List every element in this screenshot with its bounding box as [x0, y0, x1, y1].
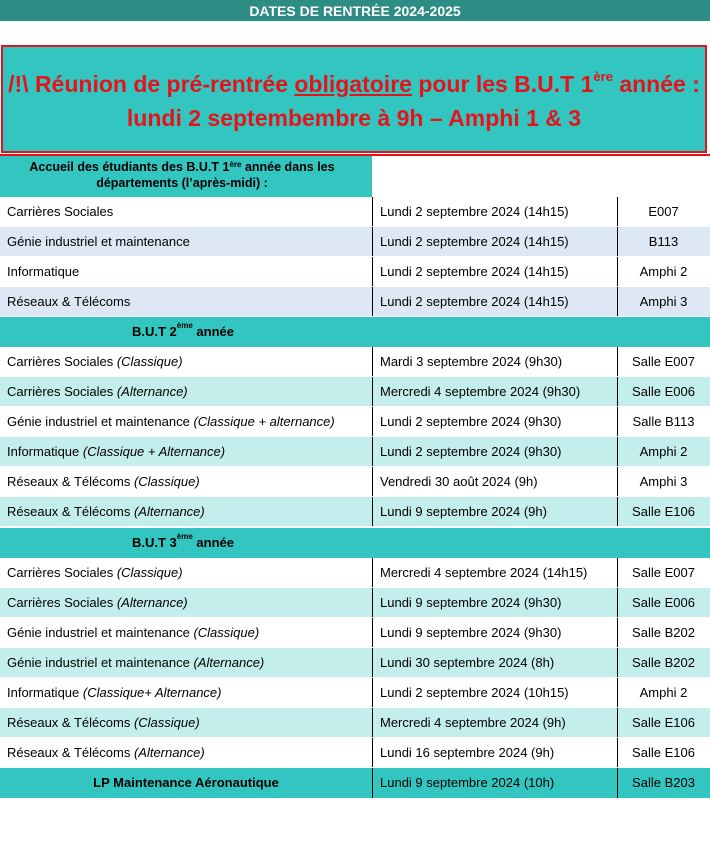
column-divider [372, 497, 373, 527]
department-name: Génie industriel et maintenance [7, 414, 194, 429]
program-mode: (Classique + Alternance) [82, 444, 226, 459]
program-mode: (Classique+ Alternance) [82, 685, 222, 700]
department-cell [7, 474, 200, 489]
notice-sup: ère [593, 69, 613, 84]
table-row [0, 197, 710, 227]
program-mode: (Alternance) [116, 595, 188, 610]
date-cell: Lundi 2 septembre 2024 (14h15) [380, 264, 569, 279]
room-cell: Salle E007 [632, 565, 695, 580]
date-cell: Lundi 16 septembre 2024 (9h) [380, 745, 555, 760]
date-cell: Mercredi 4 septembre 2024 (9h) [380, 715, 566, 730]
program-mode: (Classique) [133, 474, 200, 489]
program-mode: (Alternance) [133, 745, 205, 760]
room-cell: Amphi 2 [639, 264, 688, 279]
department-cell [7, 264, 79, 279]
section-label-post: année [192, 324, 234, 339]
department-name: Réseaux & Télécoms [7, 294, 131, 309]
accueil-part2: année dans les départements (l’après-midi) : [96, 160, 335, 190]
lp-date: Lundi 9 septembre 2024 (10h) [380, 775, 555, 790]
section-label: B.U.T 3 [132, 535, 177, 550]
date-cell: Lundi 2 septembre 2024 (14h15) [380, 204, 569, 219]
department-name: Informatique [7, 264, 80, 279]
section-sup: ème [176, 321, 193, 330]
pre-rentree-notice [1, 45, 707, 153]
department-name: Carrières Sociales [7, 595, 117, 610]
table-row [0, 497, 710, 527]
lp-room: Salle B203 [632, 775, 695, 790]
date-cell: Lundi 9 septembre 2024 (9h30) [380, 625, 562, 640]
column-divider [372, 588, 373, 618]
accueil-part1: Accueil des étudiants des B.U.T 1 [29, 160, 230, 174]
table-row [0, 437, 710, 467]
room-cell: Salle E006 [632, 384, 695, 399]
program-mode: (Classique + alternance) [193, 414, 335, 429]
lp-label: LP Maintenance Aéronautique [93, 775, 279, 790]
third-year-section-header [0, 528, 710, 558]
department-name: Carrières Sociales [7, 384, 117, 399]
department-name: Informatique [7, 685, 83, 700]
table-row [0, 407, 710, 437]
table-row [0, 287, 710, 317]
program-mode: (Classique) [116, 565, 183, 580]
section-sup: ème [176, 532, 193, 541]
date-cell: Lundi 2 septembre 2024 (14h15) [380, 234, 569, 249]
department-cell [7, 294, 130, 309]
column-divider [372, 467, 373, 497]
department-cell [7, 414, 335, 429]
department-name: Carrières Sociales [7, 565, 117, 580]
department-name: Carrières Sociales [7, 354, 117, 369]
second-year-section-header [0, 317, 710, 347]
department-name: Réseaux & Télécoms [7, 504, 134, 519]
column-divider [372, 227, 373, 257]
program-mode: (Alternance) [133, 504, 205, 519]
column-divider [372, 287, 373, 317]
column-divider [372, 648, 373, 678]
room-cell: Amphi 3 [639, 294, 688, 309]
department-cell [7, 655, 264, 670]
department-name: Génie industriel et maintenance [7, 655, 194, 670]
column-divider [372, 708, 373, 738]
column-divider [372, 768, 373, 798]
room-cell: Salle B113 [632, 414, 695, 429]
first-year-section-header [0, 156, 372, 197]
date-cell: Vendredi 30 août 2024 (9h) [380, 474, 538, 489]
room-cell: Salle B202 [632, 625, 695, 640]
department-cell [7, 715, 200, 730]
room-cell: Amphi 2 [639, 685, 688, 700]
table-row [0, 738, 710, 768]
column-divider [372, 678, 373, 708]
date-cell: Lundi 9 septembre 2024 (9h30) [380, 595, 562, 610]
room-cell: Amphi 3 [639, 474, 688, 489]
program-mode: (Alternance) [193, 655, 265, 670]
table-row [0, 588, 710, 618]
room-cell: Salle E106 [632, 745, 695, 760]
department-name: Génie industriel et maintenance [7, 625, 194, 640]
date-cell: Lundi 2 septembre 2024 (14h15) [380, 294, 569, 309]
date-cell: Lundi 2 septembre 2024 (9h30) [380, 414, 562, 429]
table-row [0, 347, 710, 377]
column-divider [372, 197, 373, 227]
section-label: B.U.T 2 [132, 324, 177, 339]
date-cell: Lundi 2 septembre 2024 (9h30) [380, 444, 562, 459]
section-label-post: année [192, 535, 234, 550]
column-divider [372, 738, 373, 768]
department-name: Informatique [7, 444, 83, 459]
notice-line-1 [3, 71, 705, 98]
room-cell: Salle E106 [632, 504, 695, 519]
row-divider [0, 526, 710, 527]
notice-suffix: année : [612, 71, 700, 97]
department-name: Réseaux & Télécoms [7, 474, 134, 489]
department-cell [7, 204, 113, 219]
column-divider [372, 257, 373, 287]
column-divider [372, 618, 373, 648]
department-cell [7, 625, 259, 640]
notice-emphasis: obligatoire [294, 71, 412, 97]
notice-prefix: /!\ Réunion de pré-rentrée [8, 71, 295, 97]
room-cell: Salle E006 [632, 595, 695, 610]
accueil-sup: ère [229, 160, 242, 169]
room-cell: Salle E007 [632, 354, 695, 369]
lp-row [0, 768, 710, 798]
table-row [0, 558, 710, 588]
department-name: Génie industriel et maintenance [7, 234, 190, 249]
department-cell [7, 685, 222, 700]
room-cell: Salle B202 [632, 655, 695, 670]
date-cell: Lundi 30 septembre 2024 (8h) [380, 655, 555, 670]
program-mode: (Classique) [193, 625, 260, 640]
department-cell [7, 565, 183, 580]
department-name: Réseaux & Télécoms [7, 715, 134, 730]
date-cell: Mardi 3 septembre 2024 (9h30) [380, 354, 563, 369]
table-row [0, 648, 710, 678]
column-divider [372, 407, 373, 437]
department-cell [7, 745, 205, 760]
notice-middle: pour les B.U.T 1 [411, 71, 594, 97]
column-divider [372, 347, 373, 377]
department-name: Carrières Sociales [7, 204, 114, 219]
table-row [0, 618, 710, 648]
room-cell: Amphi 2 [639, 444, 688, 459]
department-cell [7, 504, 205, 519]
table-row [0, 377, 710, 407]
program-mode: (Classique) [133, 715, 200, 730]
department-name: Réseaux & Télécoms [7, 745, 134, 760]
date-cell: Lundi 9 septembre 2024 (9h) [380, 504, 547, 519]
header-blank-cell [372, 156, 710, 197]
department-cell [7, 354, 183, 369]
table-row [0, 227, 710, 257]
table-row [0, 467, 710, 497]
department-cell [7, 384, 188, 399]
department-cell [7, 595, 188, 610]
date-cell: Mercredi 4 septembre 2024 (14h15) [380, 565, 588, 580]
department-cell [7, 444, 225, 459]
column-divider [372, 437, 373, 467]
table-row [0, 678, 710, 708]
table-row [0, 257, 710, 287]
notice-line-2: lundi 2 septembembre à 9h – Amphi 1 & 3 [126, 105, 582, 131]
table-row [0, 708, 710, 738]
department-cell [7, 234, 190, 249]
program-mode: (Classique) [116, 354, 183, 369]
program-mode: (Alternance) [116, 384, 188, 399]
page-title: DATES DE RENTRÉE 2024-2025 [0, 0, 710, 21]
date-cell: Lundi 2 septembre 2024 (10h15) [380, 685, 569, 700]
column-divider [372, 377, 373, 407]
date-cell: Mercredi 4 septembre 2024 (9h30) [380, 384, 581, 399]
column-divider [372, 558, 373, 588]
room-cell: B113 [648, 234, 679, 249]
room-cell: E007 [648, 204, 679, 219]
room-cell: Salle E106 [632, 715, 695, 730]
